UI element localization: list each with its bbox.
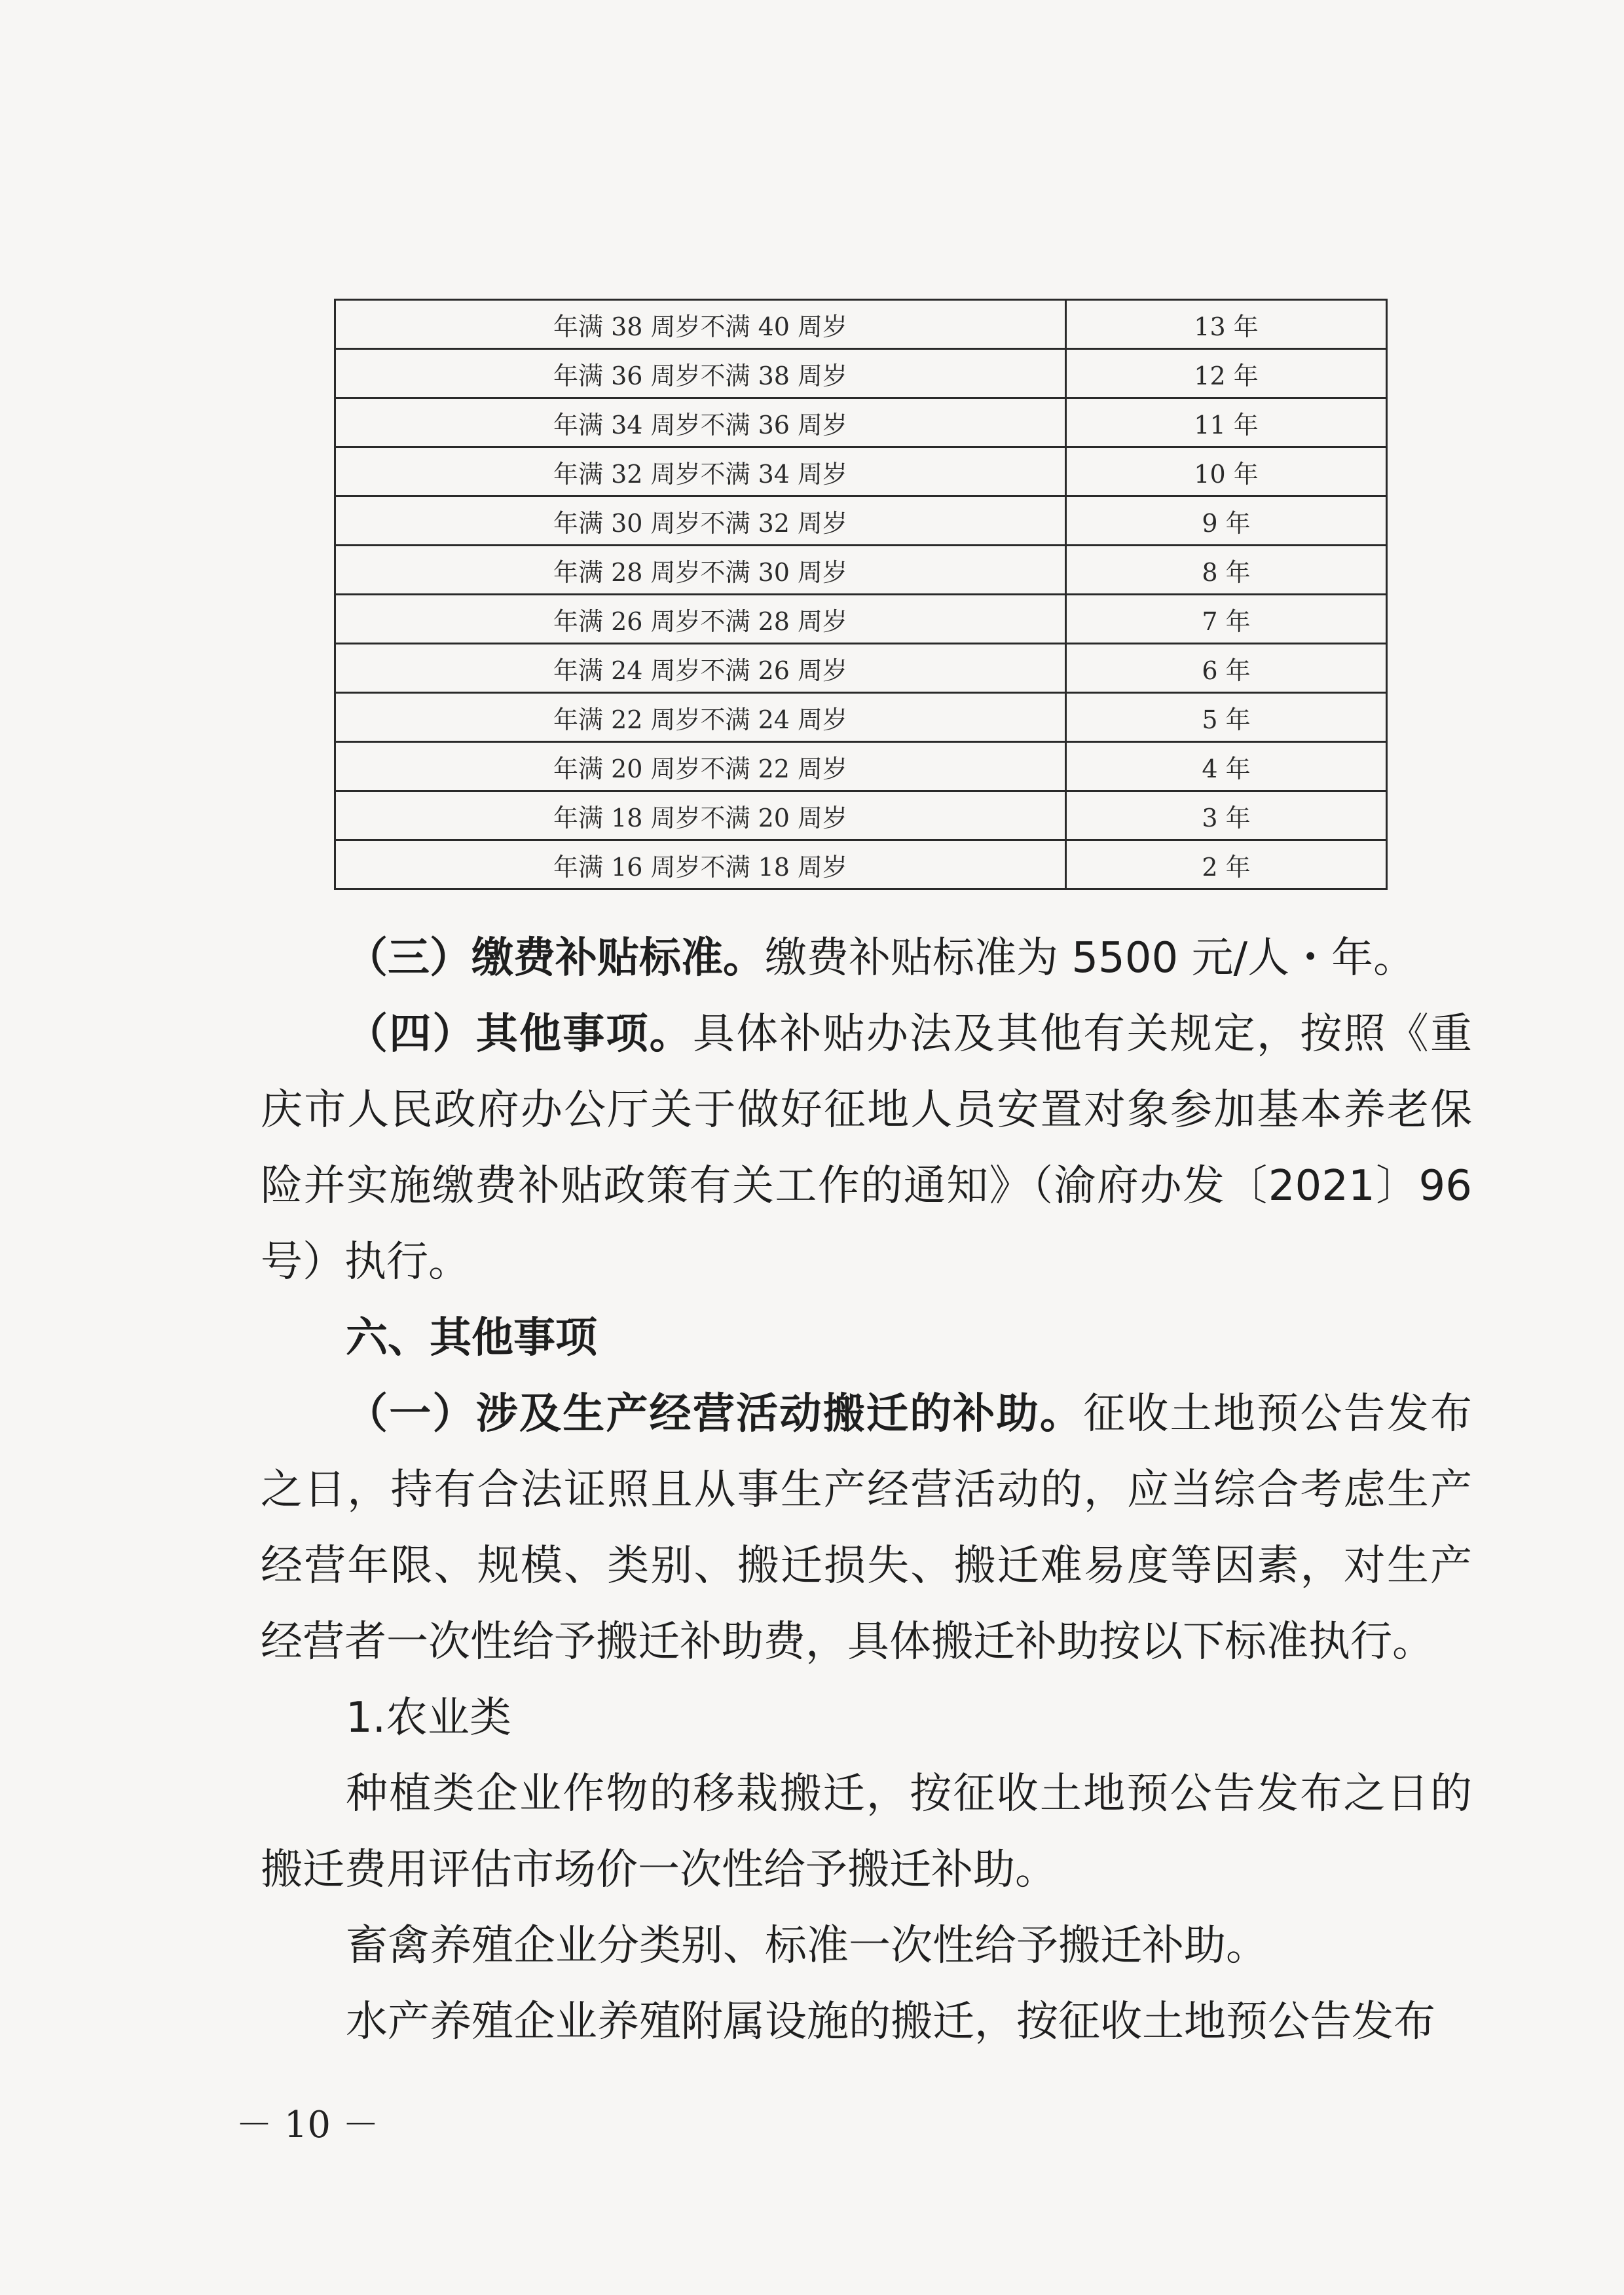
section-heading: 六、其他事项 (346, 1314, 597, 1362)
years-cell: 6 年 (1066, 644, 1387, 693)
age-range-cell: 年满 38 周岁不满 40 周岁 (335, 300, 1066, 349)
years-cell: 11 年 (1066, 398, 1387, 447)
table-row (335, 693, 1387, 742)
age-range-cell: 年满 28 周岁不满 30 周岁 (335, 546, 1066, 595)
paragraph-aquaculture: 水产养殖企业养殖附属设施的搬迁，按征收土地预公告发布 (346, 1998, 1435, 2046)
age-range-cell: 年满 36 周岁不满 38 周岁 (335, 349, 1066, 398)
age-range-cell: 年满 18 周岁不满 20 周岁 (335, 791, 1066, 840)
table-row (335, 546, 1387, 595)
table-row (335, 349, 1387, 398)
table-row (335, 791, 1387, 840)
body-text (261, 920, 1472, 2060)
table-row (335, 840, 1387, 889)
age-range-cell: 年满 16 周岁不满 18 周岁 (335, 840, 1066, 889)
page-number: － 10 － (236, 2104, 379, 2146)
table-row (335, 644, 1387, 693)
paragraph-text: 具体补贴办法及其他有关规定，按照《重庆市人民政府办公厅关于做好征地人员安置对象参加基本养老保险并实施缴费补贴政策有关工作的通知》（渝府办发〔2021〕96 号）执行。 (261, 1010, 1472, 1286)
years-cell: 2 年 (1066, 840, 1387, 889)
paragraph-other-matters (261, 996, 1472, 1300)
years-cell: 7 年 (1066, 595, 1387, 644)
table-row (335, 496, 1387, 546)
age-range-cell: 年满 20 周岁不满 22 周岁 (335, 742, 1066, 791)
table-row (335, 300, 1387, 349)
subsection-heading: 1.农业类 (346, 1694, 512, 1742)
table-row (335, 595, 1387, 644)
years-cell: 8 年 (1066, 546, 1387, 595)
age-range-cell: 年满 30 周岁不满 32 周岁 (335, 496, 1066, 546)
paragraph-title: （四）其他事项。 (346, 1010, 693, 1058)
paragraph-planting: 种植类企业作物的移栽搬迁，按征收土地预公告发布之日的搬迁费用评估市场价一次性给予搬迁补助。 (261, 1770, 1472, 1894)
age-range-cell: 年满 26 周岁不满 28 周岁 (335, 595, 1066, 644)
age-range-cell: 年满 34 周岁不满 36 周岁 (335, 398, 1066, 447)
paragraph-text: 征收土地预公告发布之日，持有合法证照且从事生产经营活动的，应当综合考虑生产经营年限、规模、类别、搬迁损失、搬迁难易度等因素，对生产经营者一次性给予搬迁补助费，具体搬迁补助按以下标准执行。 (261, 1390, 1472, 1666)
paragraph-text: 缴费补贴标准为 5500 元/人・年。 (765, 934, 1416, 982)
table-row (335, 398, 1387, 447)
table-body (335, 300, 1387, 889)
paragraph-title: （三）缴费补贴标准。 (346, 934, 765, 982)
years-cell: 5 年 (1066, 693, 1387, 742)
years-cell: 12 年 (1066, 349, 1387, 398)
years-cell: 9 年 (1066, 496, 1387, 546)
years-cell: 13 年 (1066, 300, 1387, 349)
age-range-cell: 年满 22 周岁不满 24 周岁 (335, 693, 1066, 742)
years-cell: 10 年 (1066, 447, 1387, 496)
table-row (335, 447, 1387, 496)
paragraph-contribution-subsidy (261, 920, 1472, 996)
paragraph-title: （一）涉及生产经营活动搬迁的补助。 (346, 1390, 1084, 1438)
years-cell: 4 年 (1066, 742, 1387, 791)
years-cell: 3 年 (1066, 791, 1387, 840)
age-range-cell: 年满 32 周岁不满 34 周岁 (335, 447, 1066, 496)
paragraph-livestock: 畜禽养殖企业分类别、标准一次性给予搬迁补助。 (346, 1922, 1268, 1970)
age-range-cell: 年满 24 周岁不满 26 周岁 (335, 644, 1066, 693)
age-contribution-table (334, 299, 1388, 890)
paragraph-relocation-subsidy (261, 1376, 1472, 1680)
table-row (335, 742, 1387, 791)
